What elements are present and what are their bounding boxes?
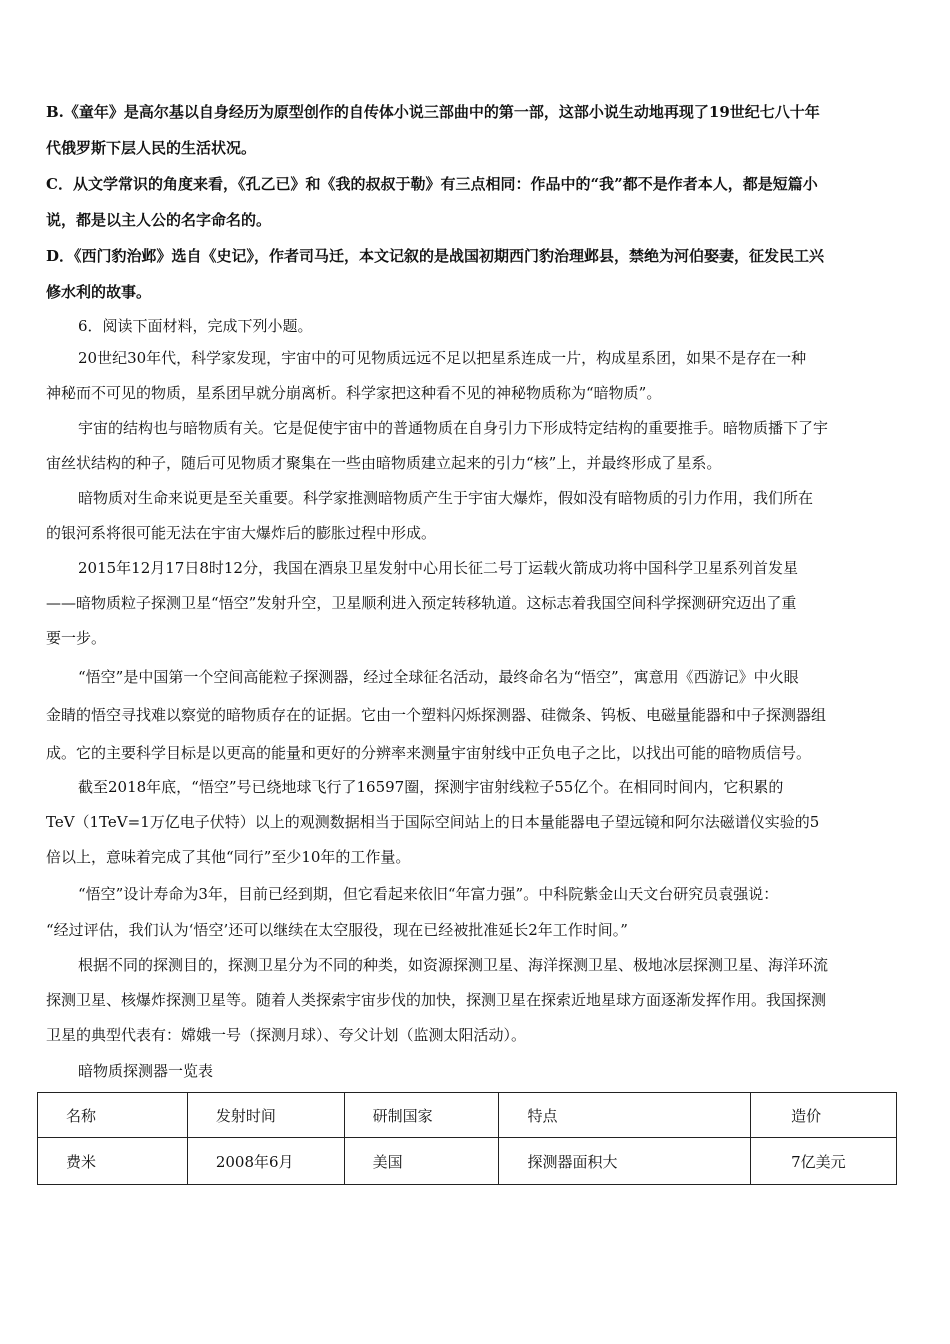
header-features: 特点	[499, 1093, 751, 1138]
passage-line: 探测卫星、核爆炸探测卫星等。随着人类探索宇宙步伐的加快，探测卫星在探索近地星球方面逐渐发挥作用。我国探测	[46, 991, 827, 1009]
passage-line: 20世纪30年代，科学家发现，宇宙中的可见物质远远不足以把星系连成一片，构成星系团，如果不是存在一种	[78, 349, 807, 367]
table-caption: 暗物质探测器一览表	[78, 1062, 214, 1080]
passage-line: TeV（1TeV=1万亿电子伏特）以上的观测数据相当于国际空间站上的日本量能器电子望远镜和阿尔法磁谱仪实验的5	[46, 813, 820, 831]
option-b-line-1: B.《童年》是高尔基以自身经历为原型创作的自传体小说三部曲中的第一部，这部小说生动地再现了19世纪七八十年	[46, 103, 820, 121]
passage-line: 截至2018年底，“悟空”号已绕地球飞行了16597圈，探测宇宙射线粒子55亿个。在相同时间内，它积累的	[78, 778, 784, 796]
header-cost: 造价	[751, 1093, 897, 1138]
option-d-line-1: D．《西门豹治邺》选自《史记》，作者司马迁，本文记叙的是战国初期西门豹治理邺县，禁绝为河伯娶妻，征发民工兴	[46, 247, 825, 265]
cell-name: 费米	[38, 1138, 188, 1185]
header-launch-time: 发射时间	[187, 1093, 344, 1138]
passage-line: 神秘而不可见的物质，星系团早就分崩离析。科学家把这种看不见的神秘物质称为“暗物质”。	[46, 384, 662, 402]
passage-line: 成。它的主要科学目标是以更高的能量和更好的分辨率来测量宇宙射线中正负电子之比，以找出可能的暗物质信号。	[46, 744, 812, 762]
passage-line: 2015年12月17日8时12分，我国在酒泉卫星发射中心用长征二号丁运载火箭成功将中国科学卫星系列首发星	[78, 559, 798, 577]
passage-line: “经过评估，我们认为‘悟空’还可以继续在太空服役，现在已经被批准延长2年工作时间。”	[46, 921, 628, 939]
detector-table	[37, 1092, 897, 1185]
header-name: 名称	[38, 1093, 188, 1138]
passage-line: “悟空”是中国第一个空间高能粒子探测器，经过全球征名活动，最终命名为“悟空”，寓意用《西游记》中火眼	[78, 668, 799, 686]
passage-line: 的银河系将很可能无法在宇宙大爆炸后的膨胀过程中形成。	[46, 524, 437, 542]
option-b-line-2: 代俄罗斯下层人民的生活状况。	[46, 139, 257, 157]
cell-country: 美国	[344, 1138, 499, 1185]
passage-line: 金睛的悟空寻找难以察觉的暗物质存在的证据。它由一个塑料闪烁探测器、硅微条、钨板、电磁量能器和中子探测器组	[46, 706, 827, 724]
table-header-row	[38, 1093, 897, 1138]
table-row	[38, 1138, 897, 1185]
option-c-line-1: C．从文学常识的角度来看，《孔乙已》和《我的叔叔于勒》有三点相同：作品中的“我”都不是作者本人，都是短篇小	[46, 175, 818, 193]
passage-line: 要一步。	[46, 629, 107, 647]
passage-line: 根据不同的探测目的，探测卫星分为不同的种类，如资源探测卫星、海洋探测卫星、极地冰层探测卫星、海洋环流	[78, 956, 829, 974]
passage-line: “悟空”设计寿命为3年，目前已经到期，但它看起来依旧“年富力强”。中科院紫金山天文台研究员袁强说：	[78, 885, 779, 903]
header-country: 研制国家	[344, 1093, 499, 1138]
option-c-line-2: 说，都是以主人公的名字命名的。	[46, 211, 272, 229]
cell-features: 探测器面积大	[499, 1138, 751, 1185]
cell-launch-time: 2008年6月	[187, 1138, 344, 1185]
option-d-line-2: 修水利的故事。	[46, 283, 152, 301]
passage-line: 宙丝状结构的种子，随后可见物质才聚集在一些由暗物质建立起来的引力“核”上，并最终形成了星系。	[46, 454, 722, 472]
passage-line: 暗物质对生命来说更是至关重要。科学家推测暗物质产生于宇宙大爆炸，假如没有暗物质的引力作用，我们所在	[78, 489, 814, 507]
passage-line: 宇宙的结构也与暗物质有关。它是促使宇宙中的普通物质在自身引力下形成特定结构的重要推手。暗物质播下了宇	[78, 419, 829, 437]
passage-line: 卫星的典型代表有：嫦娥一号（探测月球）、夸父计划（监测太阳活动）。	[46, 1026, 527, 1044]
passage-line: 倍以上，意味着完成了其他“同行”至少10年的工作量。	[46, 848, 411, 866]
passage-line: ——暗物质粒子探测卫星“悟空”发射升空，卫星顺利进入预定转移轨道。这标志着我国空间科学探测研究迈出了重	[46, 594, 797, 612]
cell-cost: 7亿美元	[751, 1138, 897, 1185]
question-heading: 6．阅读下面材料，完成下列小题。	[78, 317, 313, 335]
